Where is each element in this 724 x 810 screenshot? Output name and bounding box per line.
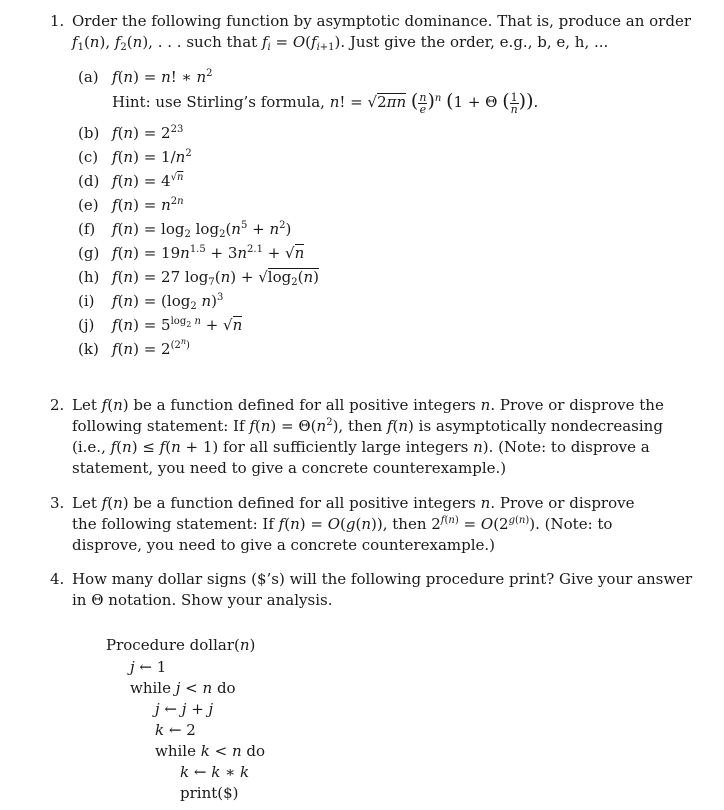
item-f-expr: $f(n) = \log_2 \log_2(n^5 + n^2)$ xyxy=(112,220,292,240)
q2-line1: Let f(n) be a function defined for all positive integers n. Prove or disprove the xyxy=(72,396,664,414)
item-h-label: (h) xyxy=(78,268,100,286)
item-i-label: (i) xyxy=(78,292,95,310)
q1-number: 1. xyxy=(50,12,65,30)
code-line-7: k ← k ∗ k xyxy=(180,763,250,781)
item-i-expr: $f(n) = (\log_2$ n)$^3$ xyxy=(112,292,224,312)
code-line-1: Procedure dollar(n) xyxy=(106,636,256,654)
item-d-expr: $f(n) = 4^{√n}$ xyxy=(112,172,184,190)
item-k-label: (k) xyxy=(78,340,99,358)
item-e-expr: $f(n) = n^{2n}$ xyxy=(112,196,184,214)
q4-number: 4. xyxy=(50,570,65,588)
q2-line3: (i.e., f(n) ≤ f(n + 1) for all sufficiently large integers n). (Note: to disprove a xyxy=(72,438,650,456)
code-line-5: k ← 2 xyxy=(155,721,196,739)
q1-line2-pre: such that xyxy=(186,33,258,51)
code-line-3: while j < n do xyxy=(130,679,236,697)
q3-line1: Let f(n) be a function defined for all positive integers n. Prove or disprove xyxy=(72,494,635,512)
item-b-expr: $f(n) = 2^{23}$ xyxy=(112,124,184,142)
code-line-4: j ← j + j xyxy=(155,700,214,718)
item-k-expr: $f(n) = 2^{(2^n)}$ xyxy=(112,337,190,358)
q4-line1: How many dollar signs ($’s) will the following procedure print? Give your answer xyxy=(72,570,693,588)
q1-line1: Order the following function by asymptotic dominance. That is, produce an order xyxy=(72,12,691,30)
hint-text: Hint: use Stirling’s formula, xyxy=(112,93,325,111)
item-a-expr: f(n) = n! ∗ $n^2$ xyxy=(112,68,213,86)
item-h-expr: f(n) = 27 $\log_7(n) + √\log_2(n)$ xyxy=(112,268,319,288)
q1-line2-post: Just give the order, e.g., b, e, h, ... xyxy=(349,33,609,51)
item-j-expr: $f(n) = 5^{log_2 n} + √n$ xyxy=(112,316,243,334)
q2-number: 2. xyxy=(50,396,65,414)
item-g-expr: $f(n) = 19n^{1.5} + 3n^{2.1} + √n$ xyxy=(112,244,305,262)
item-e-label: (e) xyxy=(78,196,99,214)
q3-line2: the following statement: If f(n) = O(g(n)), then $2^{f(n)} = O(2^{g(n)})$. (Note: to xyxy=(72,515,613,533)
q3-line3: disprove, you need to give a concrete counterexample.) xyxy=(72,536,496,554)
code-line-6: while k < n do xyxy=(155,742,266,760)
code-line-8: print($) xyxy=(180,784,239,802)
code-line-2: j ← 1 xyxy=(130,658,167,676)
item-j-label: (j) xyxy=(78,316,95,334)
q2-line4: statement, you need to give a concrete counterexample.) xyxy=(72,459,507,477)
item-b-label: (b) xyxy=(78,124,100,142)
item-f-label: (f) xyxy=(78,220,96,238)
item-g-label: (g) xyxy=(78,244,100,262)
stirling-hint: Hint: use Stirling’s formula, n! = √2πn ( $\frac{n}{e}$ )$^n$ (1 + Θ ( $\frac{1}{n}$ )). xyxy=(112,90,539,116)
item-c-expr: $f(n) = 1/n^2$ xyxy=(112,148,192,166)
q4-line2: in Θ notation. Show your analysis. xyxy=(72,591,333,609)
q1-line2: $f_1(n)$, $f_2(n)$, . . . such that $f_i = O(f_{i+1})$. Just give the order, e.g., b, e, h, ... xyxy=(72,33,609,53)
q3-number: 3. xyxy=(50,494,65,512)
item-d-label: (d) xyxy=(78,172,100,190)
item-c-label: (c) xyxy=(78,148,99,166)
q2-line2: following statement: If $f(n) = \Theta(n^2)$, then f(n) is asymptotically nondecreasing xyxy=(72,417,663,435)
item-a-label: (a) xyxy=(78,68,99,86)
